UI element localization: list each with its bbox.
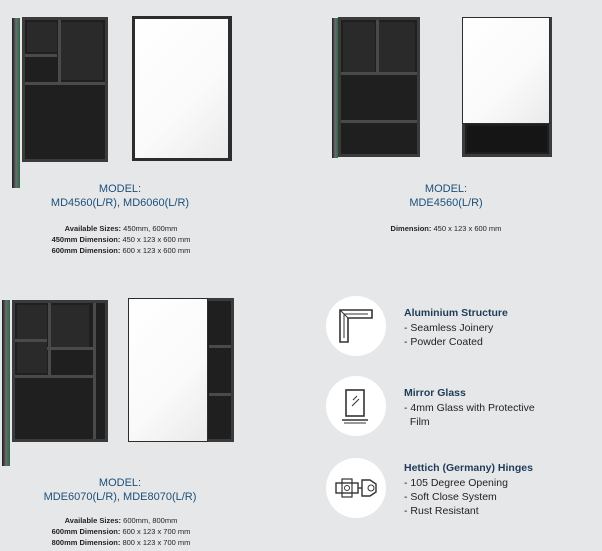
feature-title: Mirror Glass — [404, 387, 466, 399]
spec-row: 600mm Dimension: 600 x 123 x 700 mm — [51, 527, 191, 536]
product-1-specs — [10, 223, 232, 256]
open-door-edge — [332, 18, 338, 158]
hinge-icon-circle — [326, 458, 386, 518]
product-2-model — [346, 182, 546, 210]
feature-list — [404, 321, 493, 349]
list-item: - 4mm Glass with Protective — [404, 402, 535, 414]
closed-mirror-cabinet — [132, 16, 232, 161]
feature-list — [404, 476, 508, 518]
spec-row: 450mm Dimension: 450 x 123 x 600 mm — [51, 235, 191, 244]
feature-title: Aluminium Structure — [404, 307, 508, 319]
open-door-edge — [12, 18, 20, 188]
product-1-model — [20, 182, 220, 210]
list-item: - Powder Coated — [404, 336, 483, 348]
spec-row: 800mm Dimension: 800 x 123 x 700 mm — [51, 538, 191, 547]
mirror-glass-icon-circle — [326, 376, 386, 436]
feature-list — [404, 401, 535, 429]
aluminium-frame-icon-circle — [326, 296, 386, 356]
closed-mirror-cabinet — [128, 298, 208, 442]
open-cabinet-interior — [338, 17, 420, 157]
spec-row: Available Sizes: 450mm, 600mm — [64, 224, 178, 233]
product-3-model — [20, 476, 220, 504]
mirror-glass-icon — [326, 376, 386, 436]
feature-title: Hettich (Germany) Hinges — [404, 462, 533, 474]
model-codes: MD4560(L/R), MD6060(L/R) — [50, 197, 190, 209]
spec-row: Available Sizes: 600mm, 800mm — [64, 516, 178, 525]
list-item: - Rust Resistant — [404, 505, 479, 517]
spec-row: 600mm Dimension: 600 x 123 x 600 mm — [51, 246, 191, 255]
product-2-specs — [336, 223, 556, 234]
product-2-image — [330, 14, 552, 162]
model-codes: MDE4560(L/R) — [409, 197, 483, 209]
list-item: Film — [404, 416, 430, 428]
model-codes: MDE6070(L/R), MDE8070(L/R) — [43, 491, 197, 503]
spec-row: Dimension: 450 x 123 x 600 mm — [390, 224, 502, 233]
list-item: - Seamless Joinery — [404, 322, 494, 334]
product-3-image — [0, 296, 240, 466]
open-cabinet-interior — [22, 17, 108, 162]
model-label: MODEL: — [98, 477, 142, 489]
list-item: - Soft Close System — [404, 491, 497, 503]
open-cabinet-interior — [12, 300, 108, 442]
model-label: MODEL: — [424, 183, 468, 195]
model-label: MODEL: — [98, 183, 142, 195]
list-item: - 105 Degree Opening — [404, 477, 508, 489]
open-door-edge — [2, 300, 10, 466]
aluminium-frame-icon — [326, 296, 386, 356]
product-1-image — [10, 14, 232, 192]
closed-mirror-cabinet — [462, 17, 550, 124]
product-3-specs — [10, 515, 232, 548]
hinge-icon — [326, 458, 386, 518]
